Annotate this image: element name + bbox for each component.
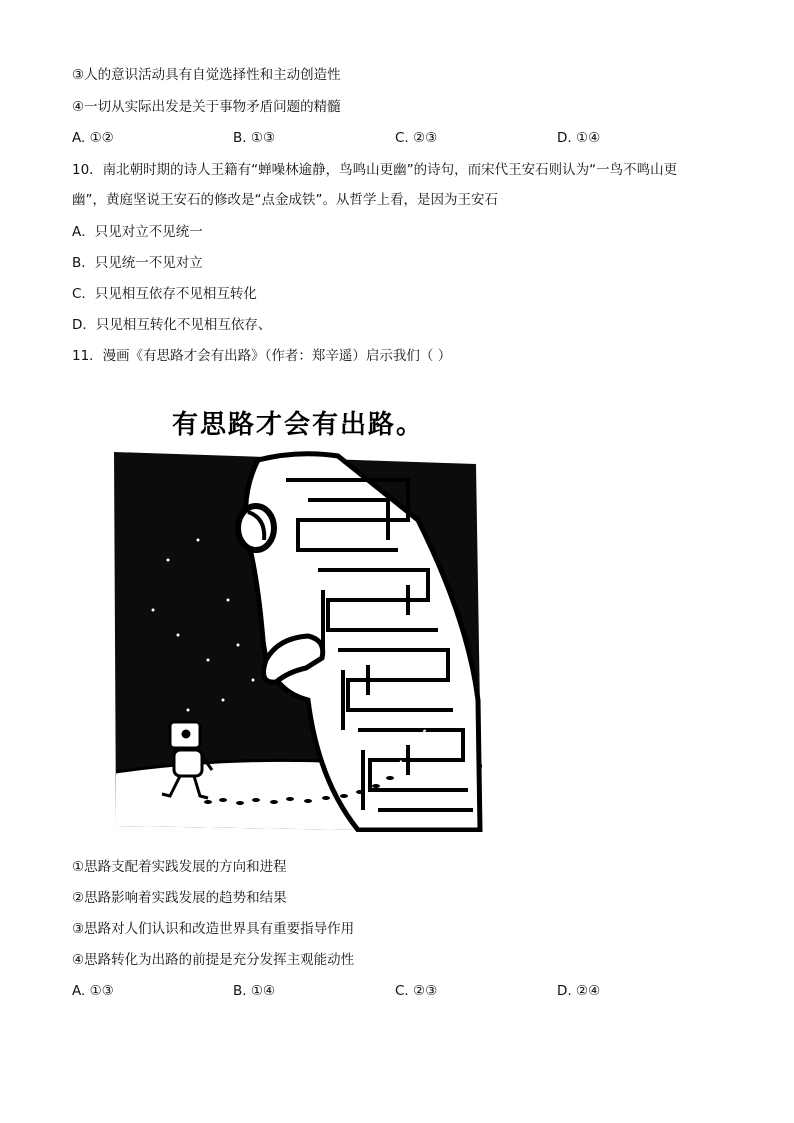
- q9-option-a: A. ①②: [72, 130, 114, 146]
- q11-statement-3: ③思路对人们认识和改造世界具有重要指导作用: [72, 921, 355, 937]
- cartoon-caption: 有思路才会有出路。: [171, 410, 424, 440]
- cartoon-eye: [238, 506, 274, 550]
- q11-option-c: C. ②③: [395, 983, 438, 999]
- maze-head-cartoon: [108, 400, 488, 832]
- q11-stem: 11．漫画《有思路才会有出路》（作者：郑辛遥）启示我们（ ）: [72, 348, 452, 364]
- q11-statement-1: ①思路支配着实践发展的方向和进程: [72, 859, 287, 875]
- q11-option-d: D. ②④: [557, 983, 601, 999]
- q11-option-a: A. ①③: [72, 983, 114, 999]
- q9-statement-3: ③人的意识活动具有自觉选择性和主动创造性: [72, 67, 341, 83]
- q10-stem-line1: 10．南北朝时期的诗人王籍有“蝉噪林逾静，鸟鸣山更幽”的诗句，而宋代王安石则认为“一鸟不鸣山更: [72, 162, 678, 178]
- q11-statement-2: ②思路影响着实践发展的趋势和结果: [72, 890, 287, 906]
- q9-statement-4: ④一切从实际出发是关于事物矛盾问题的精髓: [72, 99, 341, 115]
- q10-choice-b: B．只见统一不见对立: [72, 255, 203, 271]
- q10-choice-d: D．只见相互转化不见相互依存、: [72, 317, 272, 333]
- q10-choice-c: C．只见相互依存不见相互转化: [72, 286, 257, 302]
- q9-option-c: C. ②③: [395, 130, 438, 146]
- q11-option-b: B. ①④: [233, 983, 276, 999]
- q10-stem-line2: 幽”，黄庭坚说王安石的修改是“点金成铁”。从哲学上看，是因为王安石: [72, 192, 498, 208]
- q11-statement-4: ④思路转化为出路的前提是充分发挥主观能动性: [72, 952, 355, 968]
- q9-option-b: B. ①③: [233, 130, 276, 146]
- q10-choice-a: A．只见对立不见统一: [72, 224, 203, 240]
- q9-option-d: D. ①④: [557, 130, 601, 146]
